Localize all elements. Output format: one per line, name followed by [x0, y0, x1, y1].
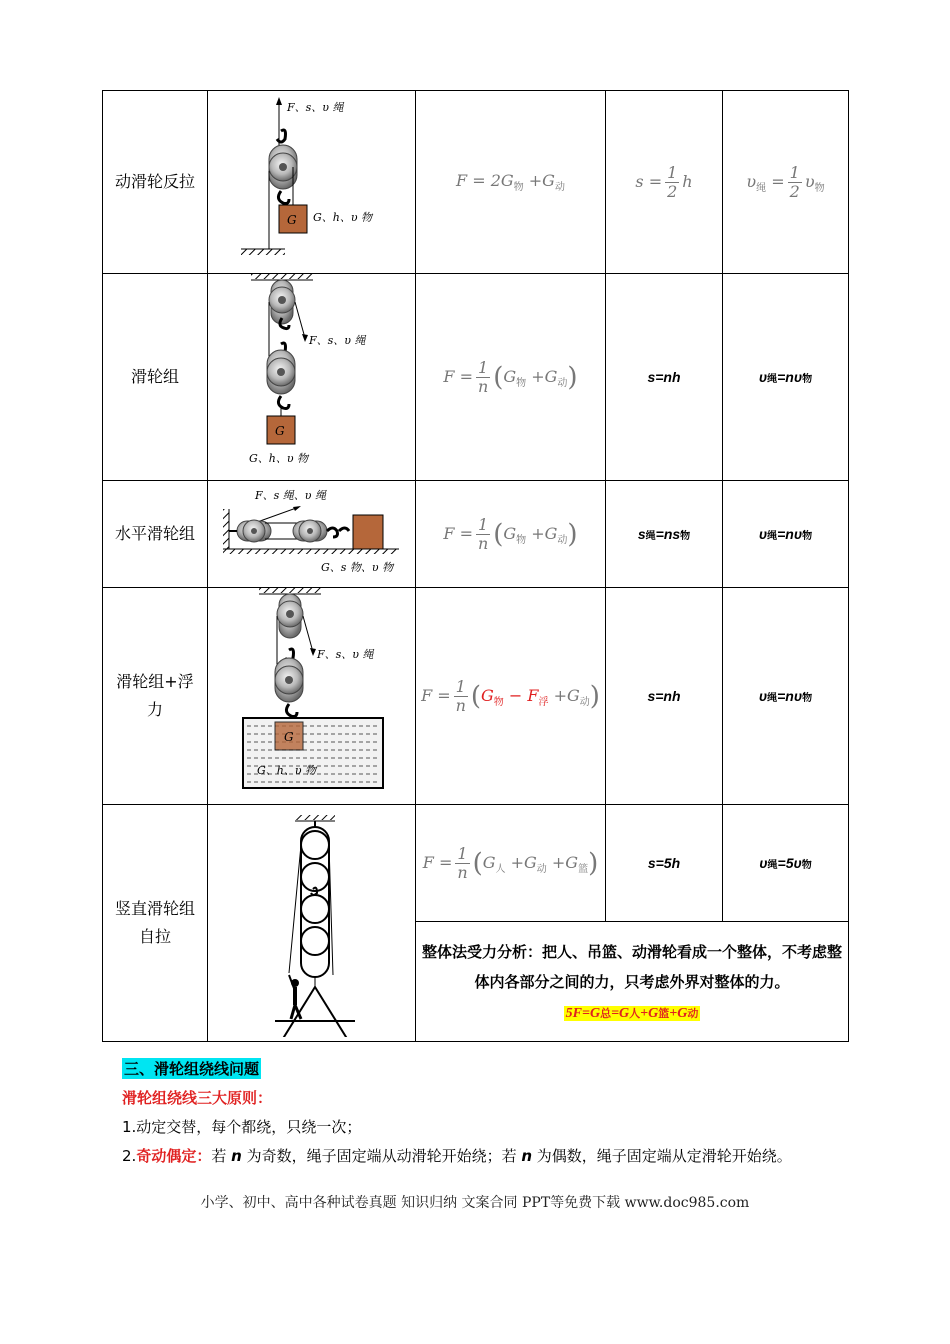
- row-label: [103, 588, 208, 805]
- weight-label: G: [283, 730, 294, 744]
- pulley-block-diagram: [209, 274, 415, 476]
- distance-formula: s=nh: [606, 588, 723, 805]
- force-formula: F = $\frac{1}{n}$ $(G_人 +G_动 +G_篮)$: [416, 805, 606, 922]
- speed-formula: $\upsilon_绳$ = $\frac{1}{2}$ $\upsilon_物$: [723, 91, 849, 274]
- speed-formula: υ绳=5υ物: [723, 805, 849, 922]
- distance-formula: s绳=ns物: [606, 481, 723, 588]
- analysis-text: 整体法受力分析：把人、吊篮、动滑轮看成一个整体，不考虑整体内各部分之间的力，只考虑外界对整体的力。: [421, 942, 842, 991]
- force-formula: F = $\frac{1}{n}$ $(G_物 +G_动)$: [416, 274, 606, 481]
- figure-label: F、s、υ 绳: [286, 101, 343, 114]
- buoyancy-pulley-diagram: [209, 588, 415, 800]
- figure-label: F、s、υ 绳: [308, 334, 365, 347]
- rule-item-2: 2.奇动偶定：若 n 为奇数，绳子固定端从动滑轮开始绕；若 n 为偶数，绳子固定端从定滑轮开始绕。: [122, 1147, 792, 1165]
- table-row: [103, 91, 849, 274]
- table-row: [103, 274, 849, 481]
- figure-label: G、h、υ 物: [248, 452, 308, 465]
- force-formula: F = $\frac{1}{n}$ $(G_物 +G_动)$: [416, 481, 606, 588]
- highlight-equation: 5F=G总=G人+G篮+G动: [565, 1005, 699, 1021]
- row-label: 动滑轮反拉: [103, 91, 208, 274]
- speed-formula: υ绳=nυ物: [723, 588, 849, 805]
- movable-pulley-diagram: [209, 91, 415, 269]
- force-formula: F = $\frac{1}{n}$ $(G_物 - F_浮 +G_动)$: [416, 588, 606, 805]
- page-footer: 小学、初中、高中各种试卷真题 知识归纳 文案合同 PPT等免费下载 www.doc985.com: [200, 1195, 750, 1211]
- pulley-table: [102, 90, 849, 1042]
- row-label: [103, 805, 208, 1042]
- weight-label: G: [274, 424, 285, 438]
- analysis-equation: [416, 999, 848, 1027]
- speed-formula: υ绳=nυ物: [723, 274, 849, 481]
- row-label: 水平滑轮组: [103, 481, 208, 588]
- table-row: [103, 481, 849, 588]
- distance-formula: s=5h: [606, 805, 723, 922]
- rule-item-1: 1.动定交替，每个都绕，只绕一次；: [122, 1118, 362, 1136]
- figure-cell: [208, 91, 416, 274]
- row-label-text: 竖直滑轮组自拉: [114, 899, 195, 946]
- table-row: [103, 588, 849, 805]
- distance-formula: s = $\frac{1}{2}$ h: [606, 91, 723, 274]
- row-label: 滑轮组: [103, 274, 208, 481]
- figure-label: G、h、υ 物: [312, 211, 372, 224]
- weight-label: G: [286, 213, 297, 227]
- analysis-cell: [416, 922, 849, 1042]
- figure-label: F、s 绳、υ 绳: [254, 489, 326, 502]
- section-subtitle: 滑轮组绕线三大原则：: [122, 1089, 273, 1107]
- figure-label: F、s、υ 绳: [316, 648, 373, 661]
- figure-label: G、h、υ 物: [256, 764, 316, 777]
- horizontal-pulley-diagram: [209, 481, 415, 583]
- figure-cell: [208, 274, 416, 481]
- table-row: [103, 805, 849, 922]
- figure-label: G、s 物、υ 物: [320, 561, 393, 574]
- row-label-text: 滑轮组+浮力: [116, 672, 194, 719]
- force-formula: $F = 2G_物 +G_动$: [416, 91, 606, 274]
- distance-formula: s=nh: [606, 274, 723, 481]
- figure-cell: [208, 481, 416, 588]
- speed-formula: υ绳=nυ物: [723, 481, 849, 588]
- figure-cell: [208, 805, 416, 1042]
- self-pull-pulley-diagram: [209, 805, 415, 1037]
- figure-cell: [208, 588, 416, 805]
- section-title: 三、滑轮组绕线问题: [124, 1060, 260, 1078]
